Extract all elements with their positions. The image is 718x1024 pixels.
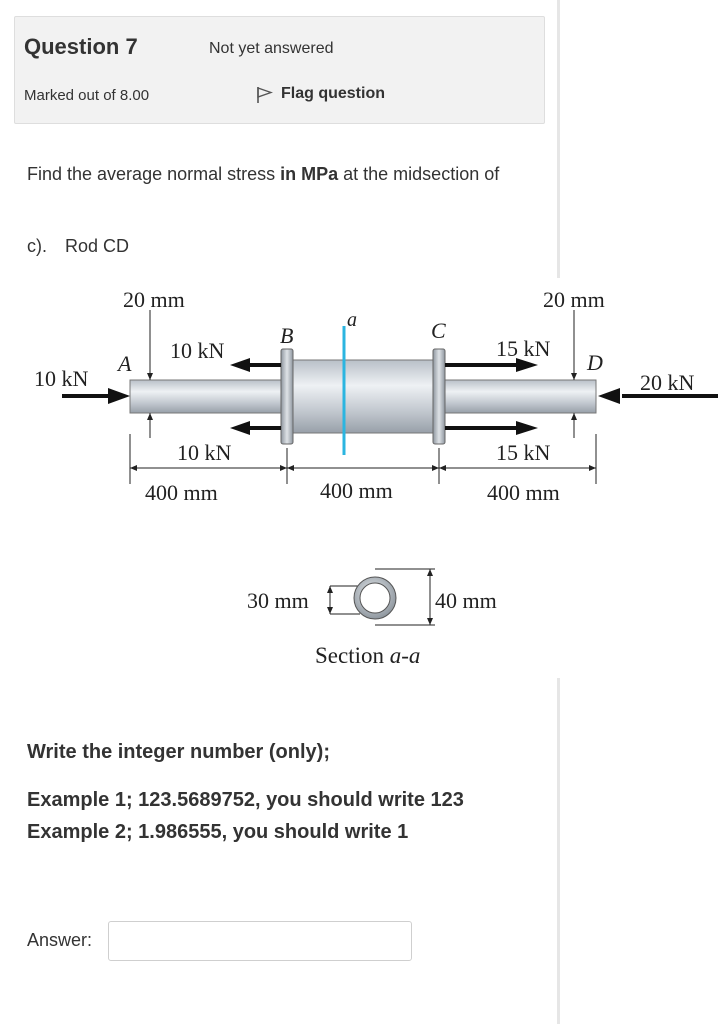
instruction-line: Write the integer number (only); xyxy=(27,741,330,763)
force-b-top-label: 10 kN xyxy=(170,338,225,363)
force-c-bottom-label: 15 kN xyxy=(496,440,551,465)
question-part xyxy=(27,236,129,257)
flange-b xyxy=(281,349,293,444)
section-a-label: a xyxy=(347,309,357,331)
rod-cd xyxy=(444,380,596,413)
flange-c xyxy=(433,349,445,444)
section-hole xyxy=(360,583,390,613)
flag-question-label: Flag question xyxy=(281,85,385,102)
question-text-start: Find the average normal stress xyxy=(27,164,281,184)
section-inner-label: 30 mm xyxy=(247,588,309,613)
section-caption xyxy=(315,643,420,668)
arrow-b-bottom xyxy=(230,421,250,435)
length-ab-label: 400 mm xyxy=(145,480,218,505)
part-text: Rod CD xyxy=(65,236,130,256)
rod-diagram xyxy=(0,278,718,678)
question-text-unit: in MPa xyxy=(280,164,339,184)
rod-ab xyxy=(130,380,282,413)
point-c-label: C xyxy=(431,318,446,343)
section-caption-prefix: Section xyxy=(315,643,384,668)
section-caption-name: a-a xyxy=(389,643,421,668)
question-grade: Marked out of 8.00 xyxy=(24,87,150,104)
question-info-box xyxy=(14,16,545,124)
dim-top-left: 20 mm xyxy=(123,287,185,312)
example-1: Example 1; 123.5689752, you should write 123 xyxy=(27,789,464,811)
force-b-bottom-label: 10 kN xyxy=(177,440,232,465)
length-cd-label: 400 mm xyxy=(487,480,560,505)
point-d-label: D xyxy=(587,350,603,375)
rod-figure xyxy=(0,278,718,678)
answer-input[interactable] xyxy=(108,921,412,961)
arrow-b-top xyxy=(230,358,250,372)
force-left-end-label: 10 kN xyxy=(34,366,89,391)
flag-icon xyxy=(255,84,273,104)
dim-top-right: 20 mm xyxy=(543,287,605,312)
answer-label: Answer: xyxy=(27,930,93,950)
length-bc-label: 400 mm xyxy=(320,478,393,503)
point-b-label: B xyxy=(280,323,294,348)
force-c-top-label: 15 kN xyxy=(496,336,551,361)
rod-bc xyxy=(289,360,437,433)
question-text xyxy=(27,158,532,191)
arrow-left-end xyxy=(108,388,130,404)
question-text-end: at the midsection of xyxy=(338,164,500,184)
question-number: Question 7 xyxy=(24,34,138,59)
section-outer-label: 40 mm xyxy=(435,588,497,613)
question-state: Not yet answered xyxy=(209,40,334,57)
arrow-c-bottom xyxy=(516,421,538,435)
point-a-label: A xyxy=(118,351,132,376)
flag-question-button[interactable] xyxy=(255,84,385,104)
force-right-end-label: 20 kN xyxy=(640,370,695,395)
arrow-right-end xyxy=(598,388,620,404)
example-2: Example 2; 1.986555, you should write 1 xyxy=(27,821,409,843)
part-label: c). xyxy=(27,236,47,256)
